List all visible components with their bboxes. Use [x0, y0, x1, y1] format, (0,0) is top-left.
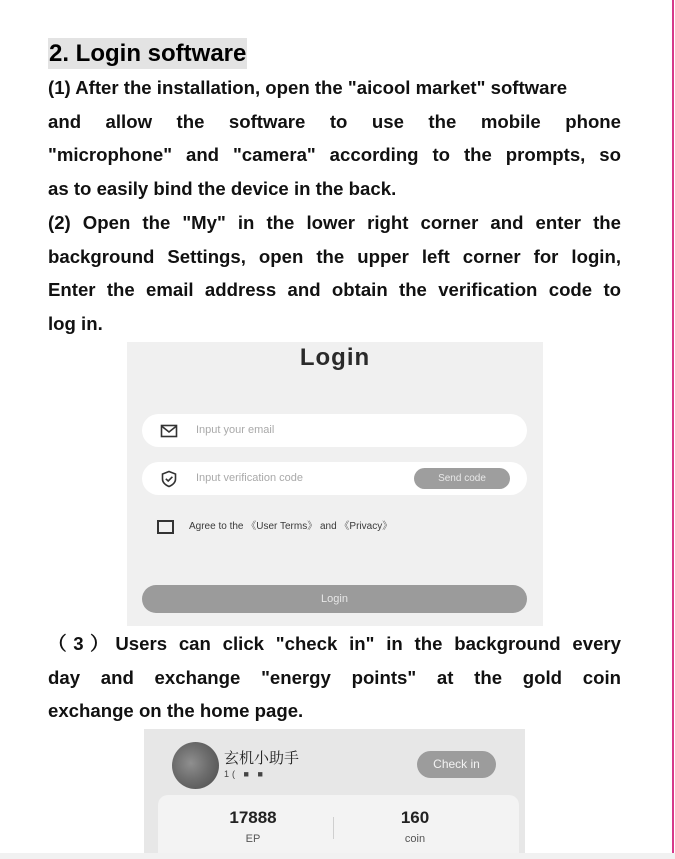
- step-3-paragraph: [48, 627, 621, 728]
- step-1-line: as to easily bind the device in the back.: [48, 177, 397, 199]
- step-1-line: (1) After the installation, open the "aicool market" software: [48, 77, 568, 98]
- profile-screenshot: [144, 729, 525, 853]
- agree-checkbox[interactable]: [157, 520, 174, 534]
- step-1-line: "microphone" and "camera" according to the prompts, so: [48, 144, 621, 166]
- ep-value: 17888: [229, 808, 277, 827]
- page-edge-line: [672, 0, 674, 859]
- login-button[interactable]: Login: [142, 585, 527, 613]
- check-in-button[interactable]: Check in: [417, 751, 496, 778]
- step-1-paragraph: [48, 71, 621, 205]
- step-3-line: exchange on the home page.: [48, 700, 304, 722]
- page-bottom-strip: [0, 853, 675, 859]
- stats-card: [158, 795, 519, 853]
- step-2-line: background Settings, open the upper left corner for login,: [48, 245, 621, 267]
- stats-divider: [333, 817, 334, 839]
- shield-check-icon: [160, 470, 178, 488]
- avatar: [172, 742, 219, 789]
- login-title: Login: [299, 344, 371, 371]
- profile-id: 1( ■ ■: [224, 769, 266, 779]
- step-3-line: （3）Users can click "check in" in the background every: [48, 633, 621, 654]
- step-2-paragraph: [48, 206, 621, 340]
- coin-label: coin: [404, 833, 426, 845]
- profile-name: 玄机小助手: [224, 749, 300, 767]
- step-3-line: day and exchange "energy points" at the gold coin: [48, 666, 621, 688]
- code-placeholder: Input verification code: [196, 472, 304, 484]
- section-heading: 2. Login software: [49, 40, 247, 67]
- step-2-line: Enter the email address and obtain the verification code to: [48, 279, 621, 301]
- step-2-line: (2) Open the "My" in the lower right corner and enter the: [48, 212, 621, 233]
- email-placeholder: Input your email: [196, 424, 275, 436]
- agree-terms-text: Agree to the 《User Terms》 and 《Privacy》: [189, 521, 393, 532]
- coin-value: 160: [400, 808, 430, 827]
- email-field[interactable]: [142, 414, 527, 447]
- verification-code-field[interactable]: [142, 462, 527, 495]
- login-screenshot: [127, 342, 543, 626]
- step-1-line: and allow the software to use the mobile phone: [48, 110, 621, 132]
- ep-label: EP: [245, 833, 261, 845]
- send-code-button[interactable]: Send code: [414, 468, 510, 489]
- mail-icon: [160, 422, 178, 440]
- step-2-line: log in.: [48, 312, 103, 334]
